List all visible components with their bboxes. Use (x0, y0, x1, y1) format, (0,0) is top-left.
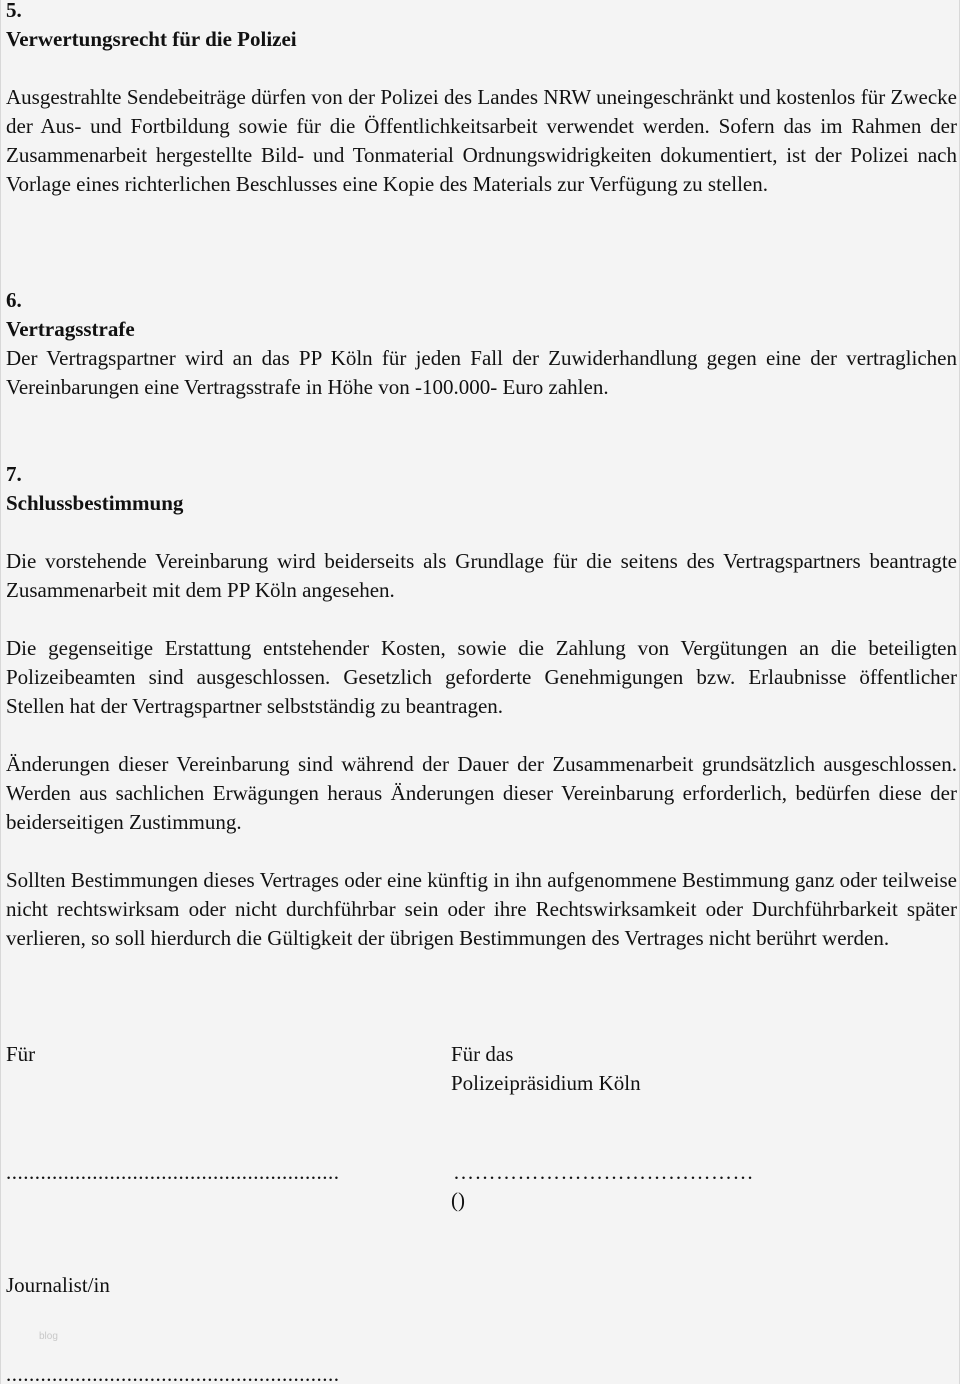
section-5-number: 5. (6, 0, 22, 22)
section-7-paragraph-3: Änderungen dieser Vereinbarung sind während der Dauer der Zusammenarbeit grundsätzlich ausgeschlossen. Werden aus sachlichen Erwägungen heraus Änderungen dieser Vereinbarung erforderlich, bedürfen diese der beiderseitigen Zustimmung. (6, 752, 957, 834)
section-5-title: Verwertungsrecht für die Polizei (6, 27, 297, 51)
signature-right-label-1: Für das (451, 1042, 514, 1066)
section-6-title: Vertragsstrafe (6, 317, 135, 341)
journalist-label: Journalist/in (6, 1273, 110, 1297)
signature-line-right: …………………………………… (453, 1162, 754, 1182)
signature-line-bottom: .......................................................... (6, 1364, 340, 1384)
signature-left-label: Für (6, 1042, 36, 1066)
section-7-title: Schlussbestimmung (6, 491, 184, 515)
section-7-paragraph-2: Die gegenseitige Erstattung entstehender Kosten, sowie die Zahlung von Vergütungen an die beteiligten Polizeibeamten sind ausgeschlossen. Gesetzlich geforderte Genehmigungen bzw. Erlaubnisse öffentlicher Stellen hat der Vertragspartner selbstständig zu beantragen. (6, 636, 957, 718)
section-7-paragraph-1: Die vorstehende Vereinbarung wird beiderseits als Grundlage für die seitens des Vertragspartners beantragte Zusammenarbeit mit dem PP Köln angesehen. (6, 549, 957, 602)
section-6-number: 6. (6, 288, 22, 312)
section-7-number: 7. (6, 462, 22, 486)
section-5-paragraph: Ausgestrahlte Sendebeiträge dürfen von der Polizei des Landes NRW uneingeschränkt und kostenlos für Zwecke der Aus- und Fortbildung sowie für die Öffentlichkeitsarbeit verwendet werden. Sofern das im Rahmen der Zusammenarbeit hergestellte Bild- und Tonmaterial Ordnungswidrigkeiten dokumentiert, ist der Polizei nach Vorlage eines richterlichen Beschlusses eine Kopie des Materials zur Verfügung zu stellen. (6, 85, 957, 196)
signature-right-label-2: Polizeipräsidium Köln (451, 1071, 641, 1095)
watermark: blog (39, 1331, 58, 1342)
signature-right-name: () (451, 1188, 465, 1212)
section-7-paragraph-4: Sollten Bestimmungen dieses Vertrages oder eine künftig in ihn aufgenommene Bestimmung ganz oder teilweise nicht rechtswirksam oder nicht durchführbar sein oder ihre Rechtswirksamkeit oder Durchführbarkeit später verlieren, so soll hierdurch die Gültigkeit der übrigen Bestimmungen des Vertrages nicht berührt werden. (6, 868, 957, 950)
signature-line-left: .......................................................... (6, 1162, 340, 1182)
section-6-paragraph: Der Vertragspartner wird an das PP Köln für jeden Fall der Zuwiderhandlung gegen eine der vertraglichen Vereinbarungen eine Vertragsstrafe in Höhe von -100.000- Euro zahlen. (6, 346, 957, 399)
